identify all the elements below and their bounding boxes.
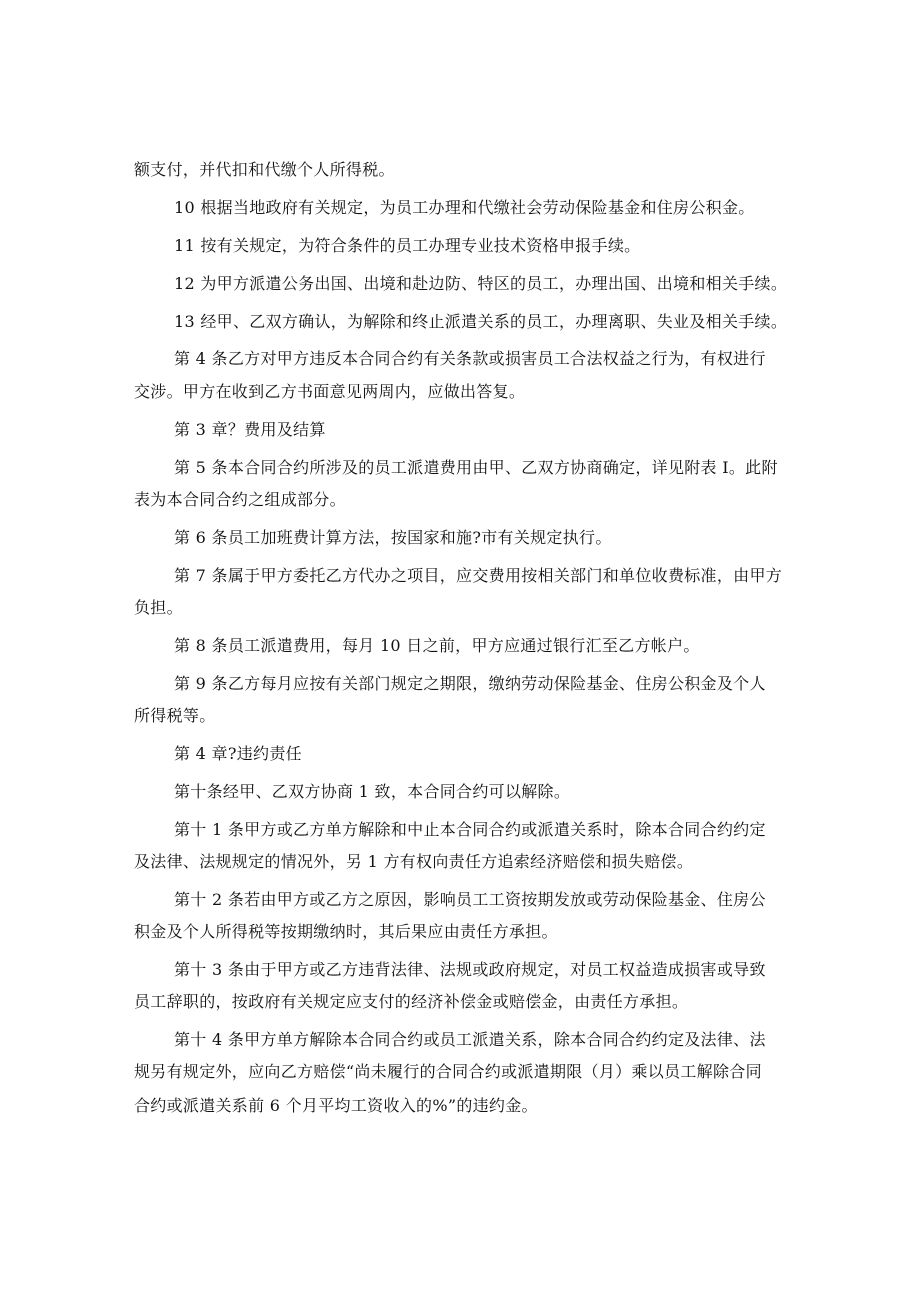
paragraph-line: 交涉。甲方在收到乙方书面意见两周内，应做出答复。	[134, 382, 526, 401]
paragraph-line: 第十 2 条若由甲方或乙方之原因，影响员工工资按期发放或劳动保险基金、住房公	[174, 890, 766, 909]
paragraph-line: 负担。	[134, 598, 183, 617]
paragraph-line: 表为本合同合约之组成部分。	[134, 490, 346, 509]
paragraph-line: 第 5 条本合同合约所涉及的员工派遣费用由甲、乙双方协商确定，详见附表 I。此附	[174, 458, 778, 477]
section-heading: 第 3 章？费用及结算	[174, 420, 326, 439]
paragraph-line: 第 7 条属于甲方委托乙方代办之项目，应交费用按相关部门和单位收费标准，由甲方	[174, 566, 783, 585]
paragraph-line: 第十 4 条甲方单方解除本合同合约或员工派遣关系，除本合同合约约定及法律、法	[174, 1030, 766, 1049]
paragraph-line: 11 按有关规定，为符合条件的员工办理专业技术资格申报手续。	[174, 236, 641, 255]
paragraph-line: 13 经甲、乙双方确认，为解除和终止派遣关系的员工，办理离职、失业及相关手续。	[174, 312, 788, 331]
paragraph-line: 积金及个人所得税等按期缴纳时，其后果应由责任方承担。	[134, 922, 558, 941]
paragraph-line: 规另有规定外，应向乙方赔偿“尚未履行的合同合约或派遣期限（月）乘以员工解除合同	[134, 1062, 762, 1081]
paragraph-line: 第十 1 条甲方或乙方单方解除和中止本合同合约或派遣关系时，除本合同合约约定	[174, 820, 766, 839]
paragraph-line: 员工辞职的，按政府有关规定应支付的经济补偿金或赔偿金，由责任方承担。	[134, 992, 689, 1011]
paragraph-line: 第 9 条乙方每月应按有关部门规定之期限，缴纳劳动保险基金、住房公积金及个人	[174, 674, 766, 693]
paragraph-line: 10 根据当地政府有关规定，为员工办理和代缴社会劳动保险基金和住房公积金。	[174, 198, 755, 217]
paragraph-line: 及法律、法规规定的情况外，另 1 方有权向责任方追索经济赔偿和损失赔偿。	[134, 852, 694, 871]
paragraph-line: 第十条经甲、乙双方协商 1 致，本合同合约可以解除。	[174, 782, 571, 801]
paragraph-line: 第 8 条员工派遣费用，每月 10 日之前，甲方应通过银行汇至乙方帐户。	[174, 636, 700, 655]
section-heading: 第 4 章?违约责任	[174, 744, 302, 763]
paragraph-line: 额支付，并代扣和代缴个人所得税。	[134, 160, 395, 179]
paragraph-line: 12 为甲方派遣公务出国、出境和赴边防、特区的员工，办理出国、出境和相关手续。	[174, 274, 788, 293]
paragraph-line: 第 6 条员工加班费计算方法，按国家和施?市有关规定执行。	[174, 528, 612, 547]
paragraph-line: 所得税等。	[134, 706, 216, 725]
paragraph-line: 第十 3 条由于甲方或乙方违背法律、法规或政府规定，对员工权益造成损害或导致	[174, 960, 766, 979]
paragraph-line: 合约或派遣关系前 6 个月平均工资收入的%”的违约金。	[134, 1096, 538, 1115]
paragraph-line: 第 4 条乙方对甲方违反本合同合约有关条款或损害员工合法权益之行为，有权进行	[174, 349, 766, 368]
